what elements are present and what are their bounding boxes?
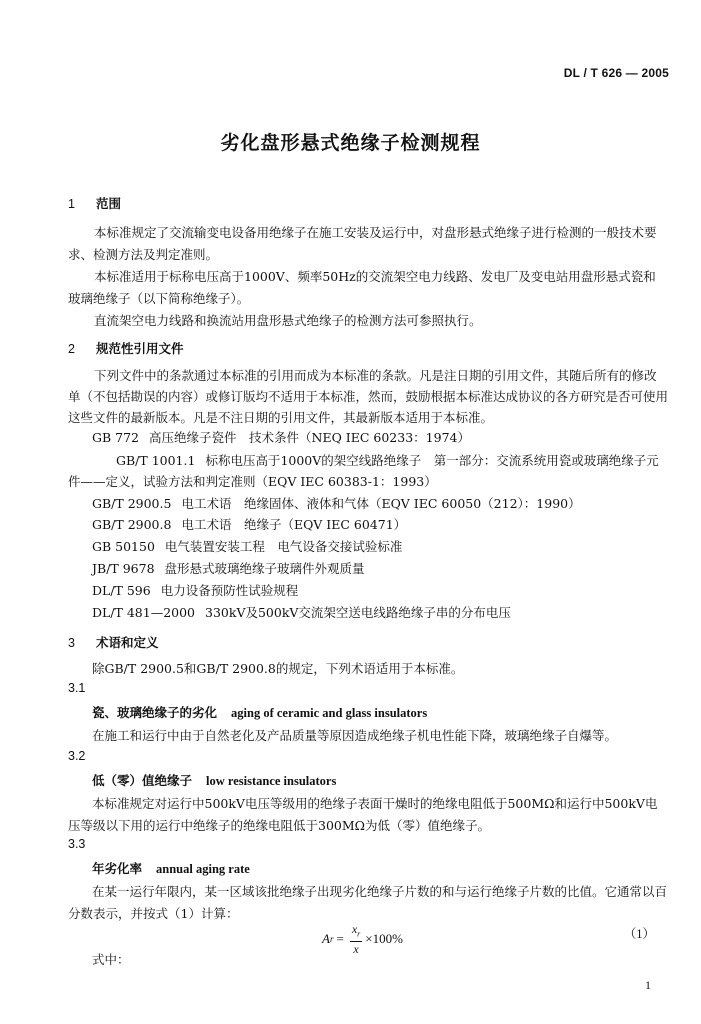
reference-item <box>92 537 402 555</box>
reference-code: DL/T 596 <box>92 583 151 598</box>
section-3-heading <box>68 633 159 651</box>
section-number: 1 <box>68 197 75 211</box>
section-2-intro: 下列文件中的条款通过本标准的引用而成为本标准的条款。凡是注日期的引用文件，其随后所有的修改单（不包括勘误的内容）或修订版均不适用于本标准，然而，鼓励根据本标准达成协议的各方研究是否可使用这些文件的最新版本。凡是不注日期的引用文件，其最新版本适用于本标准。 <box>68 368 669 425</box>
reference-title: 电力设备预防性试验规程 <box>160 583 299 598</box>
section-2-heading <box>68 339 184 357</box>
reference-title: 电气装置安装工程 电气设备交接试验标准 <box>164 539 403 554</box>
term-heading <box>92 771 336 789</box>
reference-code: JB/T 9678 <box>92 561 155 576</box>
term-number: 3.2 <box>68 749 86 763</box>
term-definition: 在某一运行年限内，某一区域该批绝缘子出现劣化绝缘子片数的和与运行绝缘子片数的比值。它通常以百分数表示，并按式（1）计算： <box>68 884 668 921</box>
reference-item <box>92 428 470 446</box>
equation-number: （1） <box>623 927 655 941</box>
formula-denominator: x <box>353 942 359 957</box>
reference-code: GB 772 <box>92 430 140 445</box>
term-heading <box>92 859 250 877</box>
term-en: low resistance insulators <box>206 774 337 788</box>
section-title: 规范性引用文件 <box>96 341 184 356</box>
term-cn: 低（零）值绝缘子 <box>92 773 193 788</box>
reference-item <box>92 559 365 577</box>
reference-item <box>92 603 511 621</box>
reference-code: GB 50150 <box>92 539 155 554</box>
section-1-para-2: 本标准适用于标称电压高于1000V、频率50Hz的交流架空电力线路、发电厂及变电站用盘形悬式瓷和玻璃绝缘子（以下简称绝缘子）。 <box>68 269 656 306</box>
section-1-para-3: 直流架空电力线路和换流站用盘形悬式绝缘子的检测方法可参照执行。 <box>94 313 482 328</box>
section-number: 3 <box>68 636 75 650</box>
formula-equals: = <box>336 931 344 947</box>
section-3-intro: 除GB/T 2900.5和GB/T 2900.8的规定，下列术语适用于本标准。 <box>92 661 464 676</box>
reference-title: 标称电压高于1000V的架空线路绝缘子 第一部分：交流系统用瓷或玻璃绝缘子元件——定义，试验方法和判定准则（EQV IEC 60383-1：1993） <box>68 453 659 489</box>
term-heading <box>92 703 427 721</box>
section-number: 2 <box>68 342 75 356</box>
reference-code: GB/T 2900.5 <box>92 496 172 511</box>
formula-numerator-subscript: r <box>357 929 361 939</box>
formula-numerator <box>350 922 362 942</box>
section-1-heading <box>68 194 121 212</box>
reference-code: GB/T 1001.1 <box>116 453 196 468</box>
term-definition: 在施工和运行中由于自然老化及产品质量等原因造成绝缘子机电性能下降，玻璃绝缘子自爆等。 <box>92 728 618 743</box>
reference-title: 高压绝缘子瓷件 技术条件（NEQ IEC 60233：1974） <box>149 430 470 445</box>
reference-code: GB/T 2900.8 <box>92 517 172 532</box>
reference-title: 盘形悬式玻璃绝缘子玻璃件外观质量 <box>164 561 365 576</box>
section-title: 范围 <box>96 196 122 211</box>
formula-lhs: A <box>322 931 330 947</box>
formula <box>322 922 403 956</box>
section-title: 术语和定义 <box>96 635 159 650</box>
reference-title: 330kV及500kV交流架空送电线路绝缘子串的分布电压 <box>205 605 511 620</box>
formula-lhs-subscript: r <box>329 934 334 945</box>
page-number: 1 <box>645 978 651 992</box>
term-number: 3.1 <box>68 681 86 695</box>
reference-title: 电工术语 绝缘子（EQV IEC 60471） <box>181 517 407 532</box>
term-en: annual aging rate <box>156 862 250 876</box>
reference-code: DL/T 481—2000 <box>92 605 196 620</box>
term-number: 3.3 <box>68 837 86 851</box>
term-cn: 瓷、玻璃绝缘子的劣化 <box>92 705 218 720</box>
term-en: aging of ceramic and glass insulators <box>231 706 428 720</box>
where-label: 式中： <box>92 952 130 967</box>
reference-item <box>92 494 581 512</box>
reference-title: 电工术语 绝缘固体、液体和气体（EQV IEC 60050（212）：1990） <box>181 496 581 511</box>
section-1-para-1: 本标准规定了交流输变电设备用绝缘子在施工安装及运行中，对盘形悬式绝缘子进行检测的一般技术要求、检测方法及判定准则。 <box>68 225 657 262</box>
formula-rhs: ×100% <box>365 931 403 947</box>
standard-code: DL / T 626 — 2005 <box>563 66 669 80</box>
reference-item <box>92 581 298 599</box>
formula-numerator-var: x <box>351 922 358 936</box>
reference-item <box>68 450 668 492</box>
reference-item <box>92 515 406 533</box>
term-definition: 本标准规定对运行中500kV电压等级用的绝缘子表面干燥时的绝缘电阻低于500MΩ和运行中500kV电压等级以下用的运行中绝缘子的绝缘电阻低于300MΩ为低（零）值绝缘子。 <box>68 796 658 833</box>
formula-fraction <box>350 922 362 956</box>
page-title: 劣化盘形悬式绝缘子检测规程 <box>220 132 481 154</box>
term-cn: 年劣化率 <box>92 861 143 876</box>
